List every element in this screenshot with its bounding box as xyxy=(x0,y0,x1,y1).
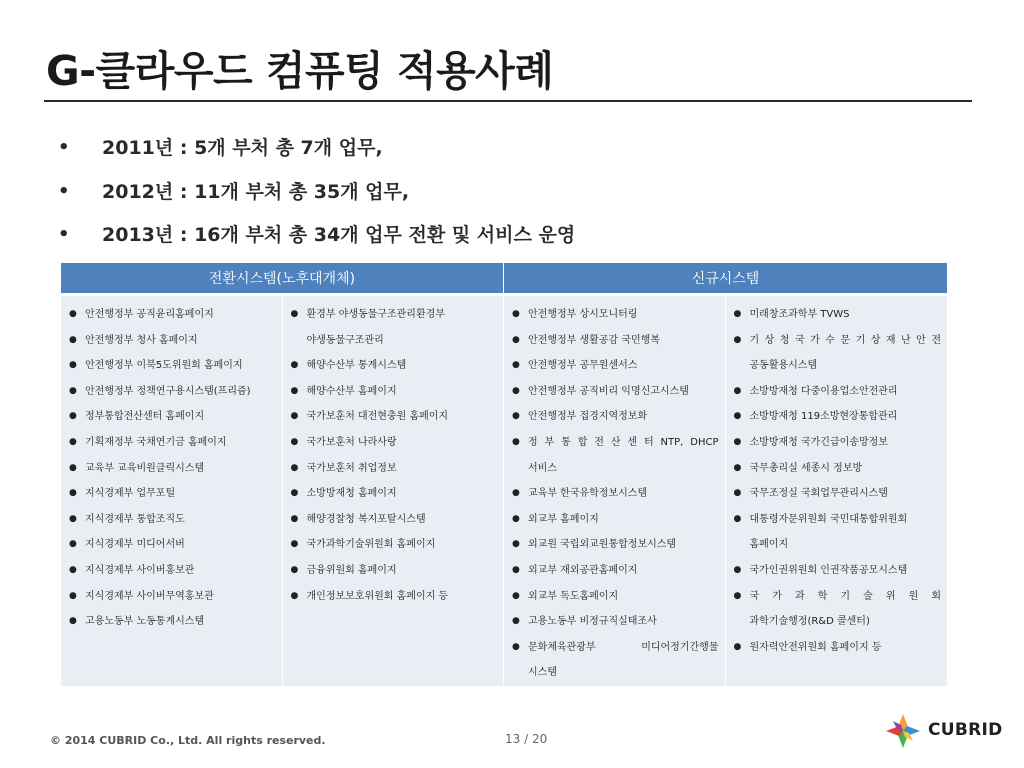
system-item: ● 안전행정부 상시모니터링 xyxy=(508,302,719,328)
bullet-marker: • xyxy=(58,224,70,245)
new-systems-col-1 xyxy=(504,293,726,686)
page-number: 13 / 20 xyxy=(505,732,548,746)
system-item: ● 원자력안전위원회 홈페이지 등 xyxy=(730,635,942,661)
system-item: ● 교육부 교육비원클릭시스템 xyxy=(65,456,276,482)
summary-bullet-list xyxy=(58,135,575,266)
summary-bullet-text: 2012년 : 11개 부처 총 35개 업무, xyxy=(102,180,410,203)
header-converted-systems: 전환시스템(노후대개체) xyxy=(61,263,504,293)
summary-bullet-text: 2013년 : 16개 부처 총 34개 업무 전환 및 서비스 운영 xyxy=(102,224,576,246)
summary-bullet-item xyxy=(58,222,575,266)
summary-bullet-item xyxy=(58,179,575,223)
system-item: ● 외교부 홈페이지 xyxy=(508,507,719,533)
system-item: ● 해양경찰청 복지포탈시스템 xyxy=(287,507,498,533)
system-item: ● 정 부 통 합 전 산 센 터 NTP, DHCP xyxy=(508,430,719,456)
system-item: ● 기획재정부 국채연기금 홈페이지 xyxy=(65,430,276,456)
system-item-continuation: 서비스 xyxy=(528,462,557,474)
system-item: ● 지식경제부 사이버홍보관 xyxy=(65,558,276,584)
system-item: ● 정부통합전산센터 홈페이지 xyxy=(65,404,276,430)
system-item: ● 소방방재청 다중이용업소안전관리 xyxy=(730,379,942,405)
system-item: ● 안전행정부 이북5도위원회 홈페이지 xyxy=(65,353,276,379)
system-item: ● 국가보훈처 대전현충원 홈페이지 xyxy=(287,404,498,430)
system-item-continuation: 과학기술행정(R&D 콜센터) xyxy=(749,616,870,628)
system-item: ● 소방방재청 119소방현장통합관리 xyxy=(730,404,942,430)
system-item: ● 안전행정부 접경지역정보화 xyxy=(508,404,719,430)
converted-systems-col-2 xyxy=(283,293,505,686)
new-systems-col-2 xyxy=(726,293,948,686)
system-item: ● 교육부 한국유학정보시스템 xyxy=(508,481,719,507)
system-list xyxy=(730,302,942,660)
system-item: ● 외교부 재외공관홈페이지 xyxy=(508,558,719,584)
footer-copyright: © 2014 CUBRID Co., Ltd. All rights reserved. xyxy=(50,734,326,747)
summary-bullet-text: 2011년 : 5개 부처 총 7개 업무, xyxy=(102,137,383,159)
system-item: ● 안전행정부 청사 홈페이지 xyxy=(65,328,276,354)
system-list xyxy=(287,302,498,609)
system-item: ● 국가보훈처 나라사랑 xyxy=(287,430,498,456)
table-header-row xyxy=(61,263,947,293)
system-item: ● 외교원 국립외교원통합정보시스템 xyxy=(508,532,719,558)
system-item: ● 소방방재청 국가긴급이송망정보 xyxy=(730,430,942,456)
system-item: ● 소방방재청 홈페이지 xyxy=(287,481,498,507)
system-item: ● 기 상 청 국 가 수 문 기 상 재 난 안 전 xyxy=(730,328,942,354)
system-item-continuation: 시스템 xyxy=(528,667,557,679)
system-item: ● 해양수산부 통계시스템 xyxy=(287,353,498,379)
system-item: ● 고용노동부 비정규직실태조사 xyxy=(508,609,719,635)
system-item: ● 환경부 야생동물구조관리환경부 xyxy=(287,302,498,328)
system-item: ● 지식경제부 미디어서버 xyxy=(65,532,276,558)
system-item-continuation: 야생동물구조관리 xyxy=(306,334,384,346)
summary-bullet-item xyxy=(58,135,575,179)
systems-table xyxy=(61,263,947,686)
title-divider xyxy=(44,100,972,102)
system-item: ● 국 가 과 학 기 술 위 원 회 xyxy=(730,584,942,610)
system-item: ● 지식경제부 업무포털 xyxy=(65,481,276,507)
system-item: ● 금융위원회 홈페이지 xyxy=(287,558,498,584)
system-item: ● 미래창조과학부 TVWS xyxy=(730,302,942,328)
bullet-marker: • xyxy=(58,137,70,158)
system-item: ● 개인정보보호위원회 홈페이지 등 xyxy=(287,584,498,610)
system-item-continuation: 공동활용시스템 xyxy=(749,360,818,372)
system-item: ● 문화체육관광부 미디어정기간행물 xyxy=(508,635,719,661)
system-item: ● 외교부 독도홈페이지 xyxy=(508,584,719,610)
system-item: ● 국가과학기술위원회 홈페이지 xyxy=(287,532,498,558)
table-body-row xyxy=(61,293,947,686)
slide-title: G-클라우드 컴퓨팅 적용사례 xyxy=(46,47,554,95)
system-list xyxy=(65,302,276,635)
system-item: ● 해양수산부 홈페이지 xyxy=(287,379,498,405)
system-item: ● 안전행정부 정책연구용시스템(프리즘) xyxy=(65,379,276,405)
system-item: ● 고용노동부 노동통계시스템 xyxy=(65,609,276,635)
system-item: ● 지식경제부 통합조직도 xyxy=(65,507,276,533)
system-item: ● 국무조정실 국회업무관리시스템 xyxy=(730,481,942,507)
system-item: ● 지식경제부 사이버무역홍보관 xyxy=(65,584,276,610)
system-item: ● 국가인권위원회 인권작품공모시스템 xyxy=(730,558,942,584)
system-item: ● 국무총리실 세종시 정보방 xyxy=(730,456,942,482)
system-item: ● 안전행정부 공무원센서스 xyxy=(508,353,719,379)
bullet-marker: • xyxy=(58,180,70,202)
system-item: ● 대통령자문위원회 국민대통합위원회 xyxy=(730,507,942,533)
converted-systems-col-1 xyxy=(61,293,283,686)
cubrid-logo-text: CUBRID xyxy=(928,720,1003,740)
system-item: ● 안전행정부 공직윤리홈페이지 xyxy=(65,302,276,328)
system-item: ● 안전행정부 생활공감 국민행복 xyxy=(508,328,719,354)
system-item-continuation: 홈페이지 xyxy=(749,539,789,551)
header-new-systems: 신규시스템 xyxy=(504,263,947,293)
system-list xyxy=(508,302,719,686)
system-item: ● 안전행정부 공직비리 익명신고시스템 xyxy=(508,379,719,405)
system-item: ● 국가보훈처 취업정보 xyxy=(287,456,498,482)
